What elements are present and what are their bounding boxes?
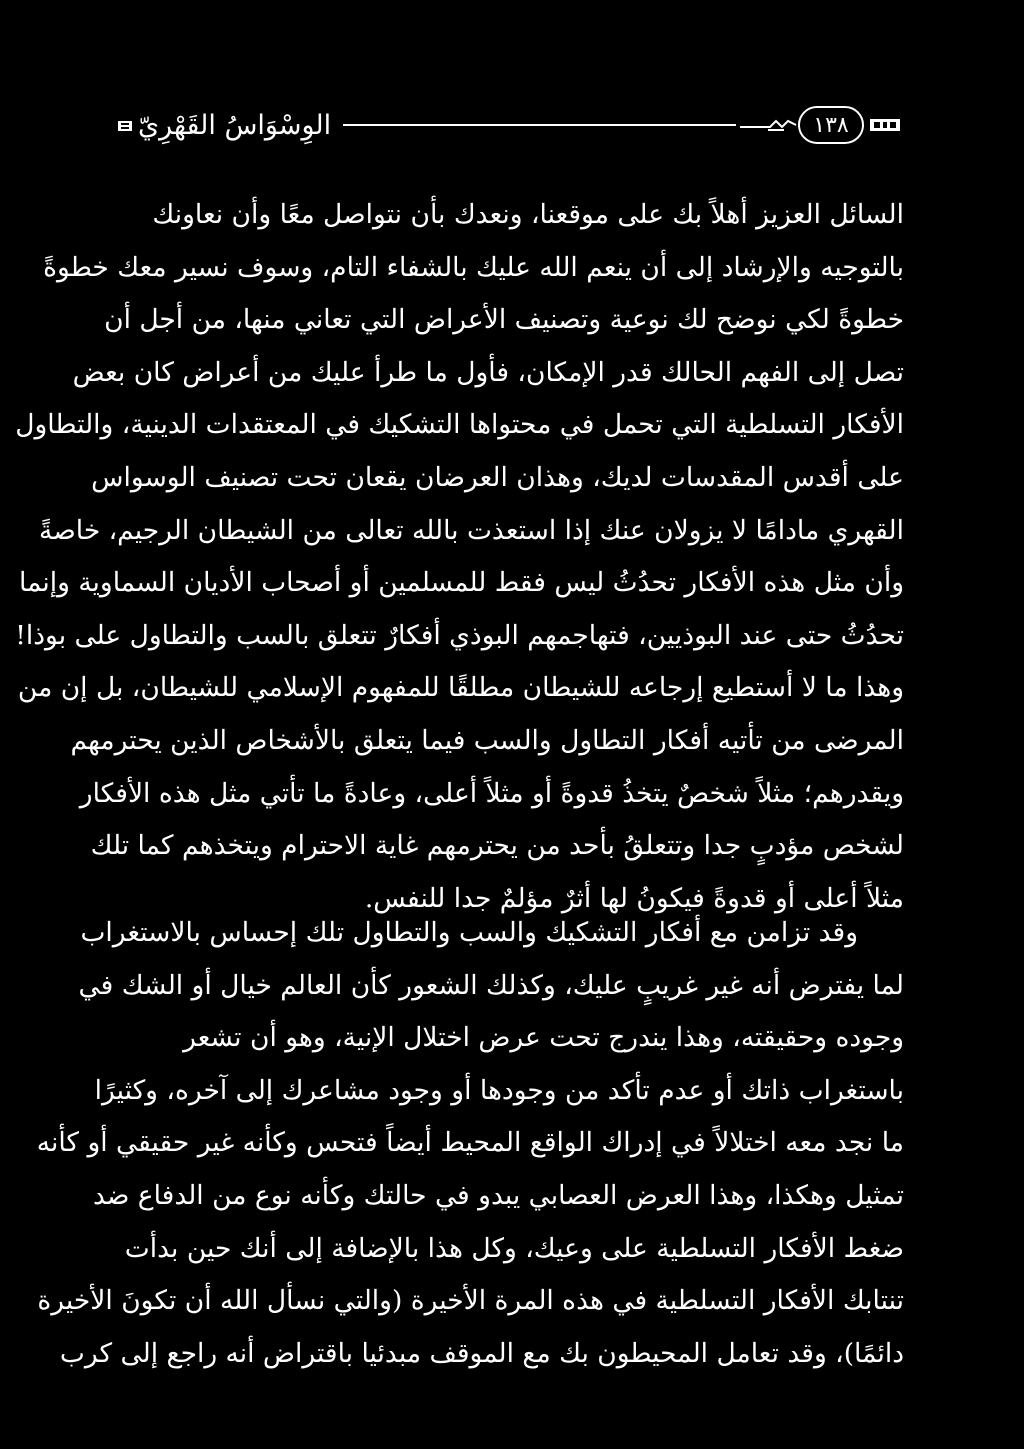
text-line: دائمًا)، وقد تعامل المحيطون بك مع الموقف مبدئيا باقتراض أنه راجع إلى كرب bbox=[59, 1337, 904, 1369]
text-line: وجوده وحقيقته، وهذا يندرج تحت عرض اختلال الإنية، وهو أن تشعر bbox=[183, 1022, 904, 1054]
text-line: ويقدرهم؛ مثلاً شخصٌ يتخذُ قدوةً أو مثلاً أعلى، وعادةً ما تأتي مثل هذه الأفكار bbox=[79, 777, 904, 809]
text-line: تنتابك الأفكار التسلطية في هذه المرة الأخيرة (والتي نسأل الله أن تكونَ الأخيرة bbox=[37, 1285, 904, 1317]
page-header bbox=[118, 102, 900, 148]
text-line: تصل إلى الفهم الحالك قدر الإمكان، فأول ما طرأ عليك من أعراض كان بعض bbox=[72, 356, 904, 388]
ornament-icon bbox=[740, 116, 796, 134]
text-line: خطوةً لكي نوضح لك نوعية وتصنيف الأعراض التي تعاني منها، من أجل أن bbox=[104, 304, 904, 336]
text-line: وأن مثل هذه الأفكار تحدُثُ ليس فقط للمسلمين أو أصحاب الأديان السماوية وإنما bbox=[19, 567, 904, 599]
text-line: لشخص مؤدبٍ جدا وتتعلقُ بأحد من يحترمهم غاية الاحترام ويتخذهم كما تلك bbox=[90, 830, 904, 862]
corner-ornament-icon bbox=[870, 117, 900, 133]
text-line: باستغراب ذاتك أو عدم تأكد من وجودها أو وجود مشاعرك إلى آخره، وكثيرًا bbox=[94, 1074, 904, 1106]
header-rule bbox=[343, 124, 736, 126]
text-line: لما يفترض أنه غير غريبٍ عليك، وكذلك الشعور كأن العالم خيال أو الشك في bbox=[78, 969, 904, 1001]
text-line: القهري مادامًا لا يزولان عنك إذا استعذت بالله تعالى من الشيطان الرجيم، خاصةً bbox=[39, 514, 904, 546]
text-line: الأفكار التسلطية التي تحمل في محتواها التشكيك في المعتقدات الدينية، والتطاول bbox=[15, 409, 904, 441]
text-line: تحدُثُ حتى عند البوذيين، فتهاجمهم البوذي أفكارٌ تتعلق بالسب والتطاول على بوذا! bbox=[15, 619, 904, 651]
text-line: مثلاً أعلى أو قدوةً فيكونُ لها أثرٌ مؤلمٌ جدا للنفس. bbox=[364, 882, 904, 914]
text-line: ما نجد معه اختلالاً في إدراك الواقع المحيط أيضاً فتحس وكأنه غير حقيقي أو كأنه bbox=[36, 1127, 904, 1159]
book-title: الوِسْوَاسُ القَهْرِيّ bbox=[138, 109, 332, 141]
page-number: ١٣٨ bbox=[798, 106, 864, 144]
book-icon bbox=[118, 118, 132, 132]
text-line: وقد تزامن مع أفكار التشكيك والسب والتطاول تلك إحساس بالاستغراب bbox=[80, 917, 858, 948]
text-line: تمثيل وهكذا، وهذا العرض العصابي يبدو في حالتك وكأنه نوع من الدفاع ضد bbox=[92, 1179, 904, 1211]
paragraph-1 bbox=[15, 189, 904, 925]
text-line: المرضى من تأتيه أفكار التطاول والسب فيما يتعلق بالأشخاص الذين يحترمهم bbox=[70, 724, 904, 756]
text-line: ضغط الأفكار التسلطية على وعيك، وكل هذا بالإضافة إلى أنك حين بدأت bbox=[124, 1232, 904, 1264]
text-line: السائل العزيز أهلاً بك على موقعنا، ونعدك بأن نتواصل معًا وأن نعاونك bbox=[152, 199, 904, 230]
text-line: بالتوجيه والإرشاد إلى أن ينعم الله عليك بالشفاء التام، وسوف نسير معك خطوةً bbox=[43, 251, 904, 283]
paragraph-2 bbox=[36, 907, 904, 1380]
text-line: وهذا ما لا أستطيع إرجاعه للشيطان مطلقًا للمفهوم الإسلامي للشيطان، بل إن من bbox=[17, 672, 904, 704]
text-line: على أقدس المقدسات لديك، وهذان العرضان يقعان تحت تصنيف الوسواس bbox=[91, 461, 904, 493]
